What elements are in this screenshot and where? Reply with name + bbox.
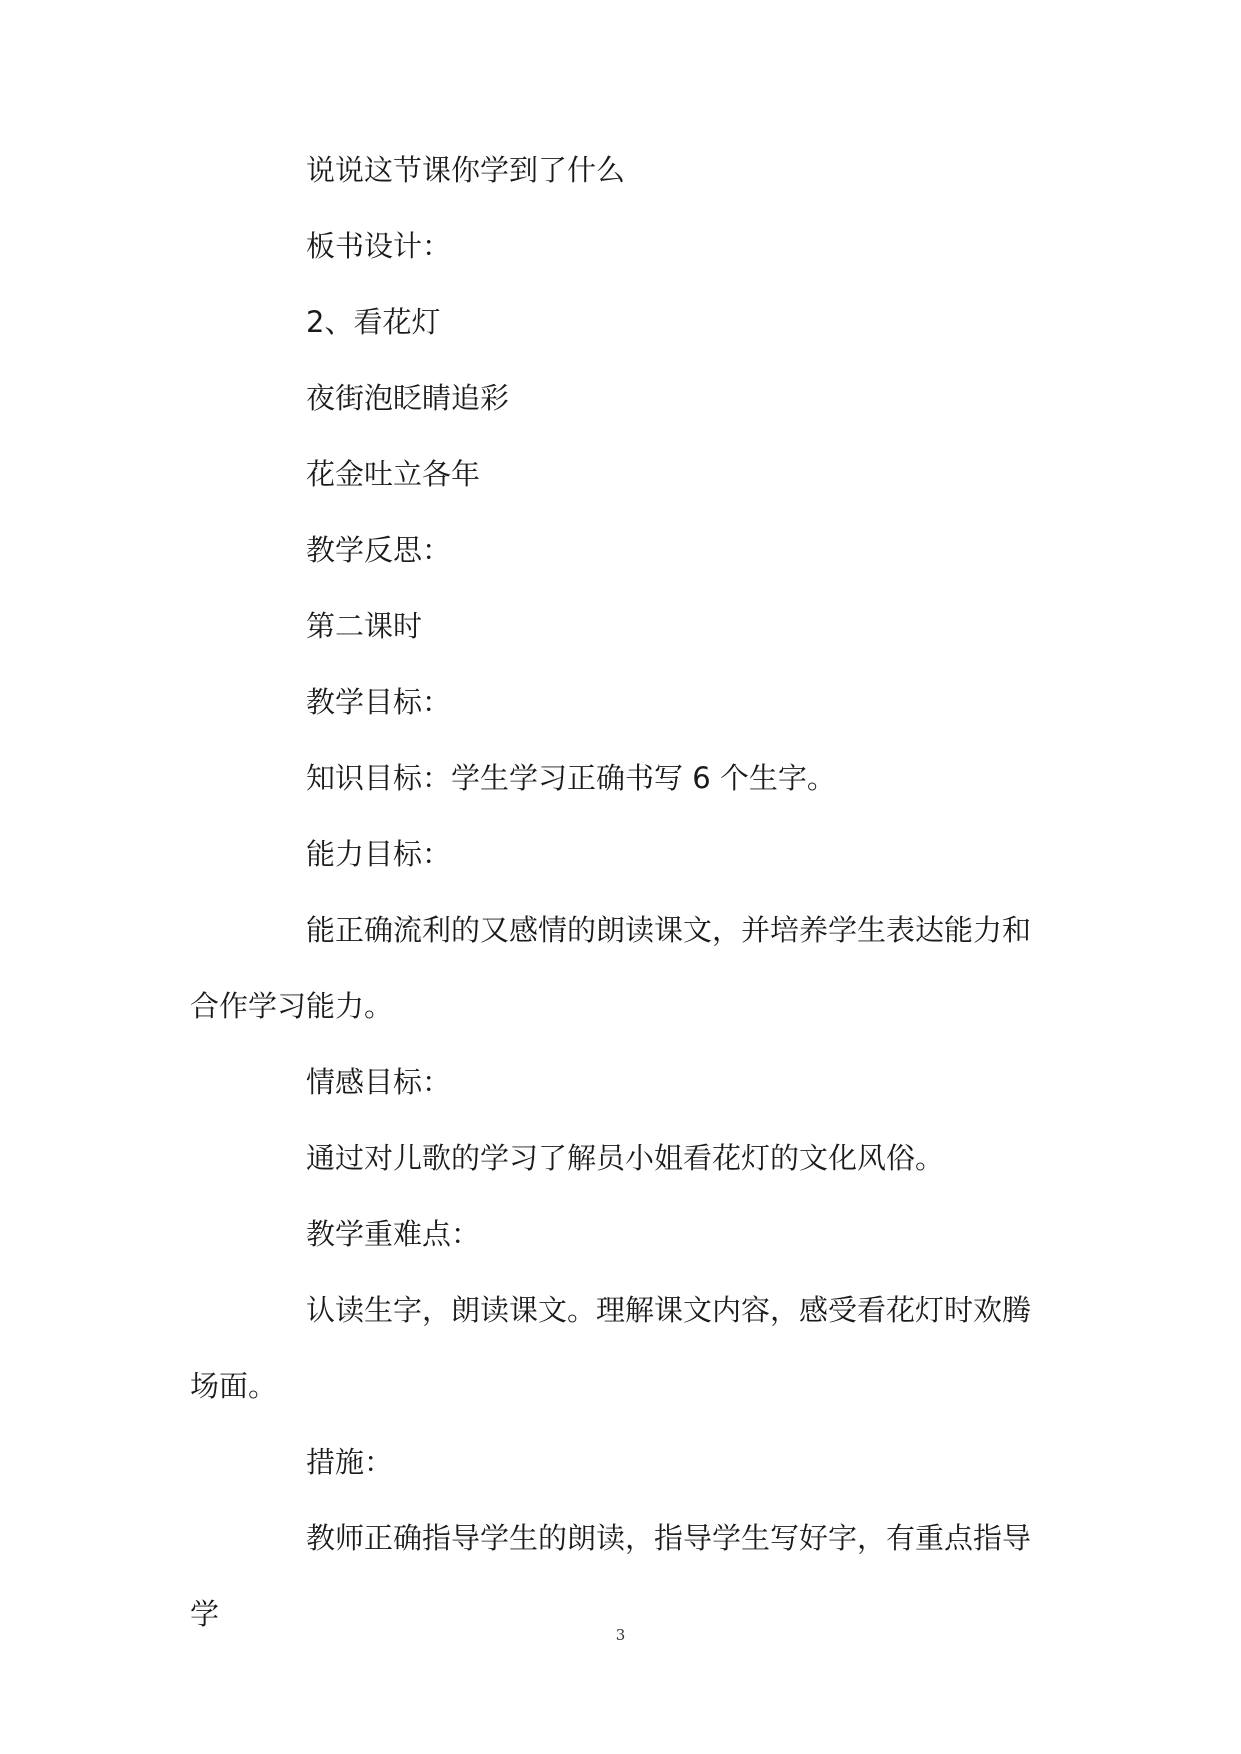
- paragraph-characters-line-2: 花金吐立各年: [306, 457, 481, 491]
- paragraph-objectives-heading: 教学目标：: [306, 685, 452, 719]
- paragraph-measures: 教师正确指导学生的朗读，指导学生写好字，有重点指导学: [190, 1521, 1032, 1631]
- paragraph-key-points-heading: 教学重难点：: [306, 1217, 481, 1251]
- paragraph-reflection-heading: 教学反思：: [306, 533, 452, 567]
- paragraph-ability-objective: 能正确流利的又感情的朗读课文，并培养学生表达能力和合作学习能力。: [190, 913, 1032, 1023]
- paragraph-measures-heading: 措施：: [306, 1445, 394, 1479]
- paragraph-lesson-title: 2、看花灯: [306, 305, 441, 339]
- paragraph-ability-objective-heading: 能力目标：: [306, 837, 452, 871]
- paragraph-key-points: 认读生字，朗读课文。理解课文内容，感受看花灯时欢腾场面。: [190, 1293, 1032, 1403]
- paragraph-characters-line-1: 夜街泡眨睛追彩: [306, 381, 510, 415]
- paragraph-emotion-objective-heading: 情感目标：: [306, 1065, 452, 1099]
- paragraph-board-design-heading: 板书设计：: [306, 229, 452, 263]
- paragraph-summary-question: 说说这节课你学到了什么: [306, 153, 626, 187]
- paragraph-second-period: 第二课时: [306, 609, 423, 643]
- paragraph-emotion-objective: 通过对儿歌的学习了解员小姐看花灯的文化风俗。: [306, 1141, 945, 1175]
- page-number: 3: [615, 1626, 626, 1644]
- paragraph-knowledge-objective: 知识目标：学生学习正确书写 6 个生字。: [306, 761, 836, 795]
